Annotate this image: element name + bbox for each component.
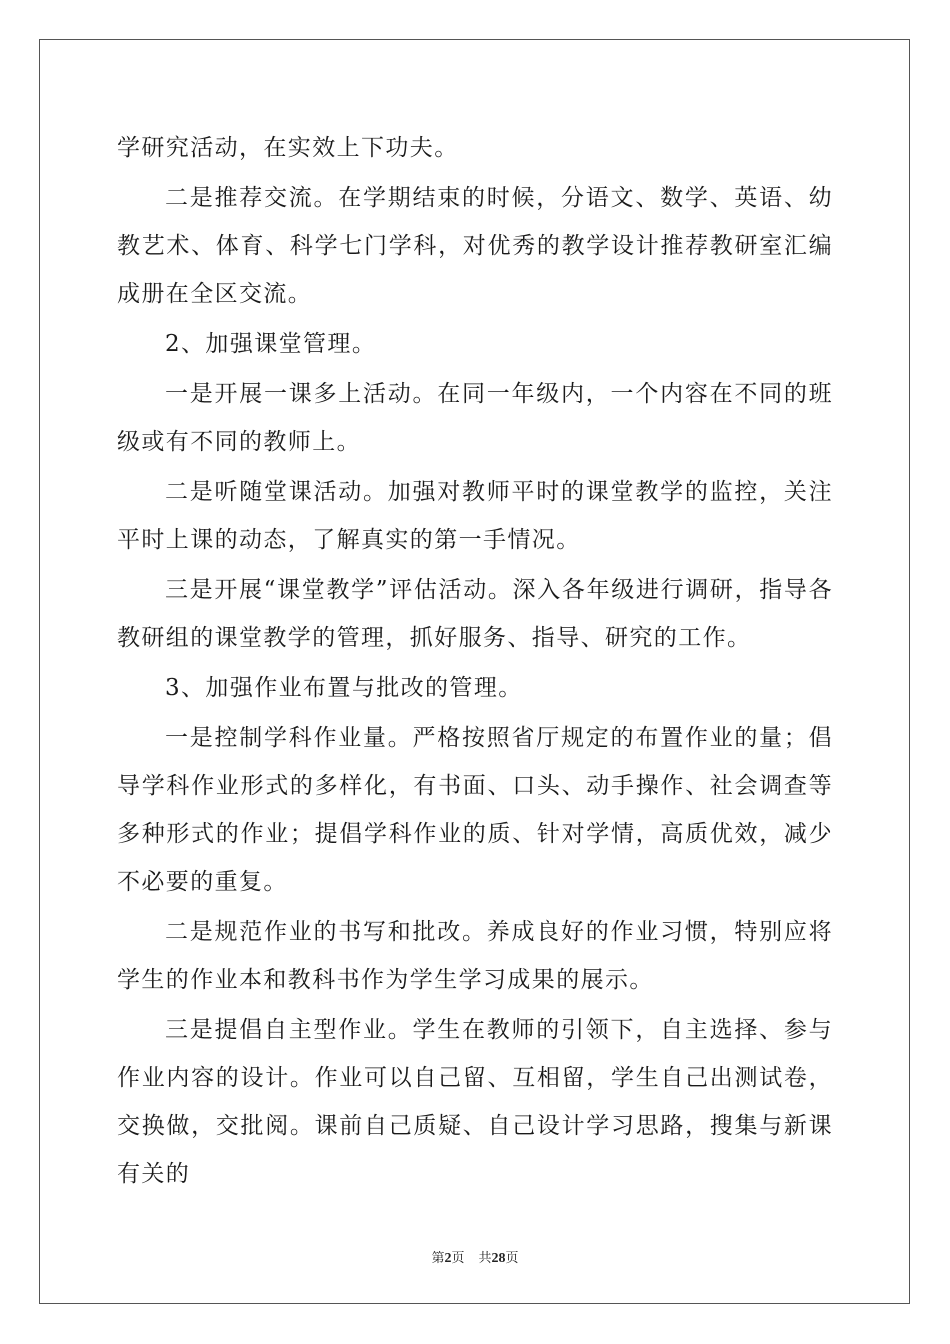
total-suffix: 页 [505,1251,519,1266]
paragraph: 一是控制学科作业量。严格按照省厅规定的布置作业的量；倡导学科作业形式的多样化，有书面、口头、动手操作、社会调查等多种形式的作业；提倡学科作业的质、针对学情，高质优效，减少不必要的重复。 [117,725,833,895]
document-body [117,124,833,1198]
paragraph: 学研究活动，在实效上下功夫。 [117,135,459,161]
paragraph: 一是开展一课多上活动。在同一年级内，一个内容在不同的班级或有不同的教师上。 [117,381,833,455]
total-pages: 28 [491,1251,506,1266]
paragraph: 二是推荐交流。在学期结束的时候，分语文、数学、英语、幼教艺术、体育、科学七门学科，对优秀的教学设计推荐教研室汇编成册在全区交流。 [117,185,833,307]
paragraph: 二是听随堂课活动。加强对教师平时的课堂教学的监控，关注平时上课的动态，了解真实的第一手情况。 [117,479,833,553]
paragraph: 二是规范作业的书写和批改。养成良好的作业习惯，特别应将学生的作业本和教科书作为学生学习成果的展示。 [117,919,833,993]
section-heading: 3、加强作业布置与批改的管理。 [165,675,523,701]
section-heading: 2、加强课堂管理。 [165,331,377,357]
page-prefix: 第 [431,1251,445,1266]
total-prefix: 共 [478,1251,492,1266]
paragraph: 三是提倡自主型作业。学生在教师的引领下，自主选择、参与作业内容的设计。作业可以自己留、互相留，学生自己出测试卷，交换做，交批阅。课前自己质疑、自己设计学习思路，搜集与新课有关的 [117,1017,833,1187]
page-footer [0,1247,950,1267]
page-number: 2 [444,1251,452,1266]
page-suffix: 页 [451,1251,465,1266]
paragraph: 三是开展“课堂教学”评估活动。深入各年级进行调研，指导各教研组的课堂教学的管理，抓好服务、指导、研究的工作。 [117,577,833,651]
